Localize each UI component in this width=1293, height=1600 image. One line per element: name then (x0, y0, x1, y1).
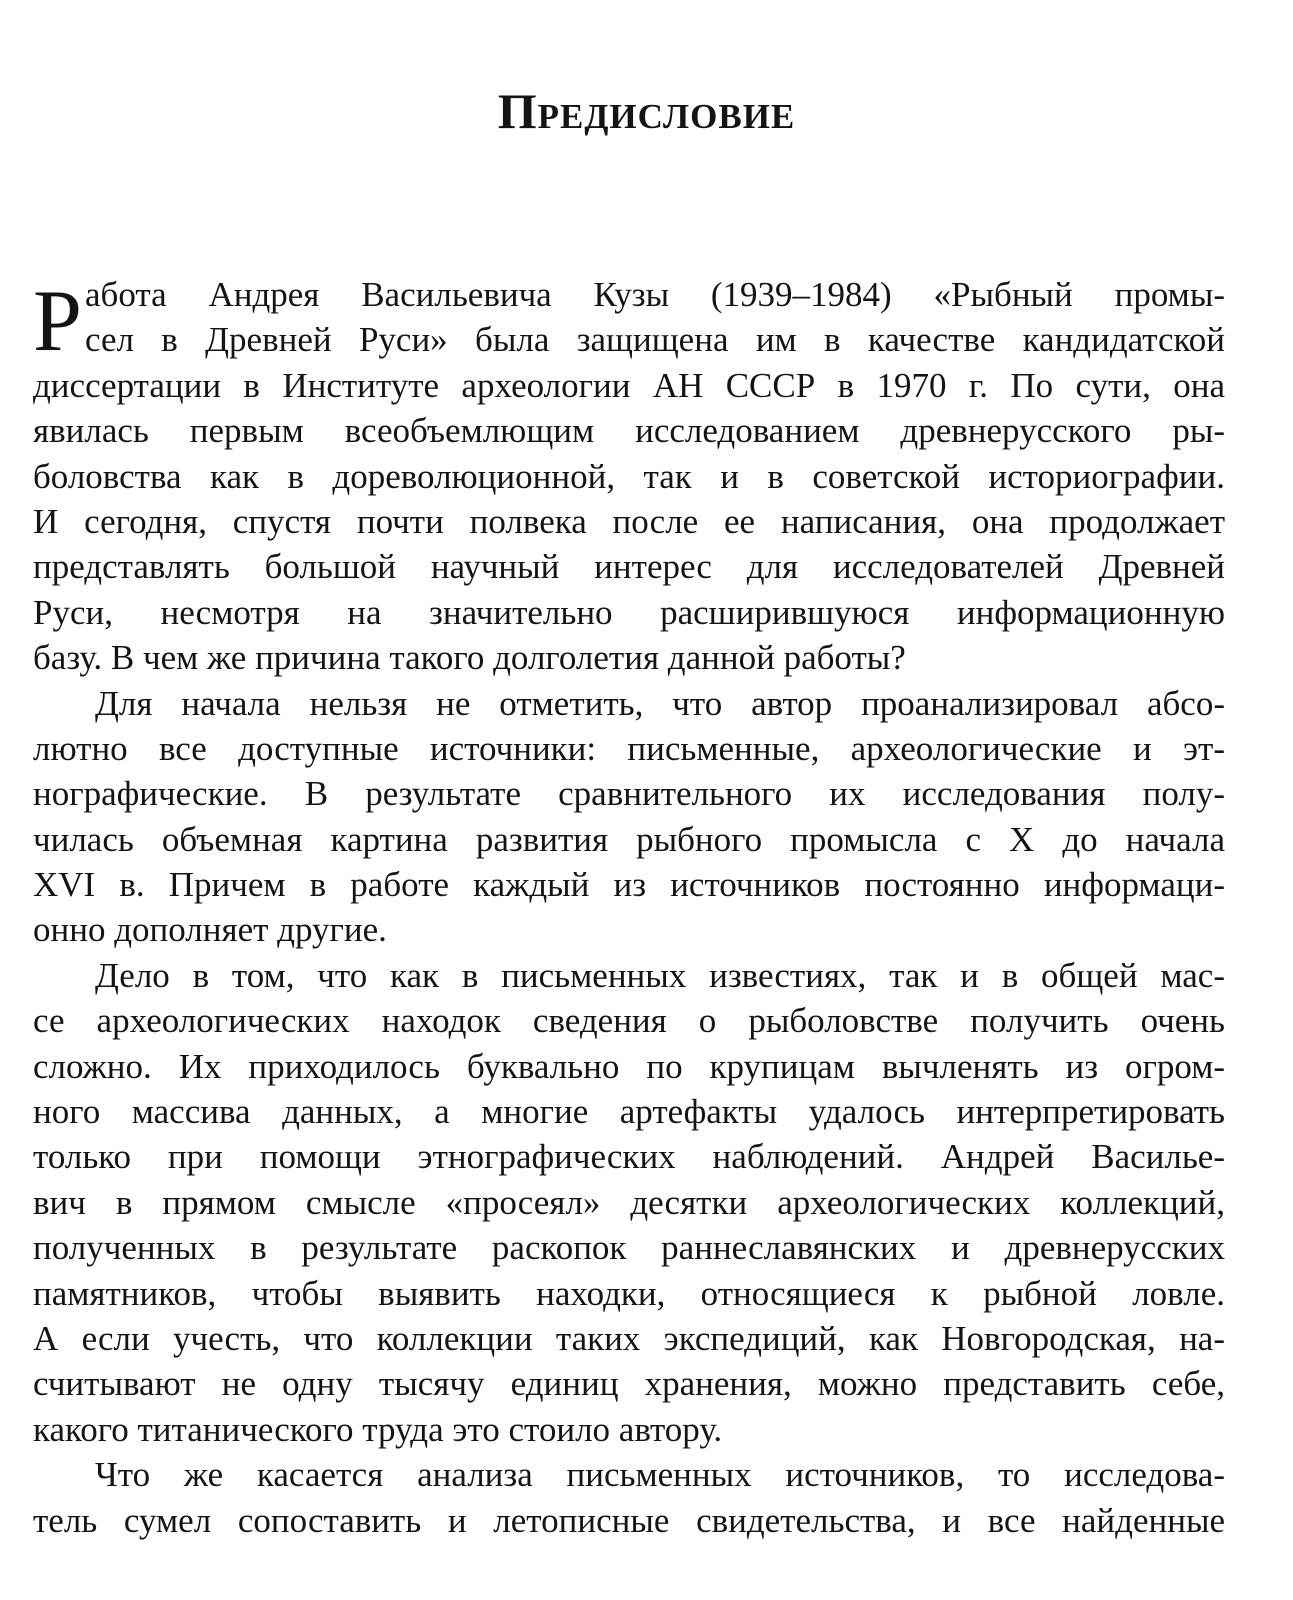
text-line: И сегодня, спустя почти полвека после ее написания, она продолжает (33, 501, 1225, 541)
body-text (33, 272, 1225, 1543)
text-line: А если учесть, что коллекции таких экспедиций, как Новгородская, на- (33, 1318, 1225, 1358)
text-line: полученных в результате раскопок раннеславянских и древнерусских (33, 1228, 1225, 1268)
text-line: се археологических находок сведения о рыболовстве получить очень (33, 1001, 1225, 1041)
text-line: чилась объемная картина развития рыбного промысла с X до начала (33, 819, 1225, 859)
text-line: представлять большой научный интерес для исследователей Древней (33, 547, 1225, 587)
text-line: какого титанического труда это стоило автору. (33, 1409, 723, 1449)
text-line: XVI в. Причем в работе каждый из источников постоянно информаци- (33, 865, 1225, 905)
text-line: абота Андрея Васильевича Кузы (1939–1984) «Рыбный промы- (85, 275, 1225, 314)
page-title: Предисловие (497, 83, 796, 139)
text-line: нографические. В результате сравнительного их исследования полу- (33, 774, 1225, 814)
text-line: Что же касается анализа письменных источников, то исследова- (95, 1455, 1225, 1495)
text-line: явилась первым всеобъемлющим исследованием древнерусского ры- (33, 411, 1225, 451)
text-line: диссертации в Институте археологии АН СССР в 1970 г. По сути, она (33, 365, 1225, 405)
text-line: вич в прямом смысле «просеял» десятки археологических коллекций, (33, 1182, 1225, 1222)
text-line: онно дополняет другие. (33, 910, 387, 950)
text-line: Для начала нельзя не отметить, что автор проанализировал абсо- (95, 683, 1225, 723)
text-line: памятников, чтобы выявить находки, относящиеся к рыбной ловле. (33, 1273, 1225, 1313)
text-line: боловства как в дореволюционной, так и в советской историографии. (33, 456, 1225, 496)
text-line: сложно. Их приходилось буквально по крупицам вычленять из огром- (33, 1046, 1225, 1086)
drop-cap: Р (33, 273, 82, 370)
text-line: Дело в том, что как в письменных известиях, так и в общей мас- (95, 955, 1225, 995)
text-line: сел в Древней Руси» была защищена им в качестве кандидатской (85, 320, 1225, 360)
text-line: ного массива данных, а многие артефакты удалось интерпретировать (33, 1092, 1225, 1132)
text-line: лютно все доступные источники: письменные, археологические и эт- (33, 728, 1225, 768)
text-line: тель сумел сопоставить и летописные свидетельства, и все найденные (33, 1500, 1225, 1540)
text-line: базу. В чем же причина такого долголетия данной работы? (33, 638, 906, 678)
text-line: Руси, несмотря на значительно расширившуюся информационную (33, 592, 1225, 632)
text-line: считывают не одну тысячу единиц хранения, можно представить себе, (33, 1364, 1225, 1404)
text-line: только при помощи этнографических наблюдений. Андрей Василье- (33, 1137, 1225, 1177)
